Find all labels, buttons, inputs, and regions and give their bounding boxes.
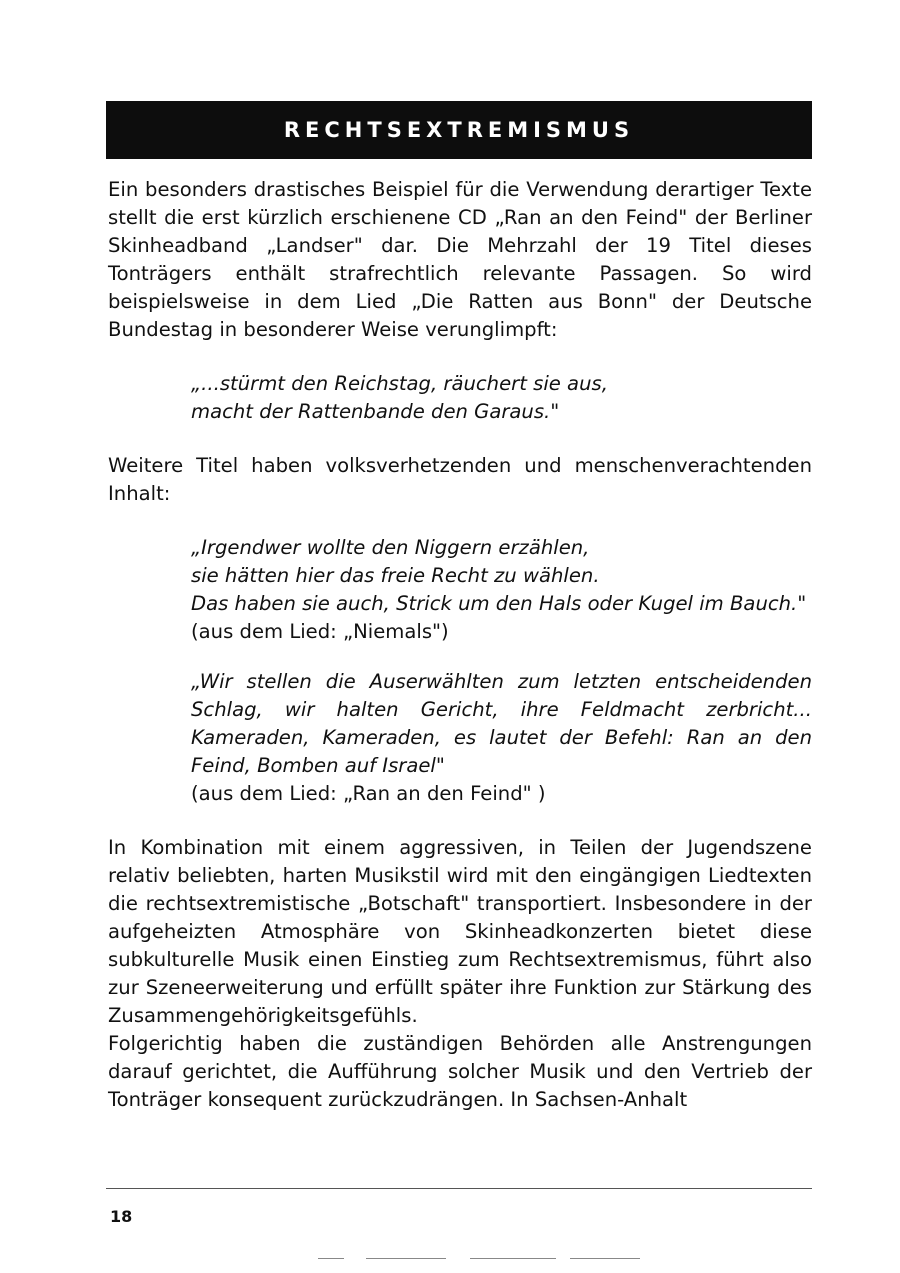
- section-header-bar: [106, 101, 812, 159]
- scan-artifact-line: [318, 1258, 344, 1259]
- lyric-quote-feind: [191, 668, 812, 808]
- quote-text: „Wir stellen die Auserwählten zum letzten entscheidenden Schlag, wir halten Gericht, ihre Feldmacht zerbricht... Kameraden, Kameraden, es lautet der Befehl: Ran an den Feind, Bomben auf Israel": [191, 670, 812, 777]
- quote-line: Das haben sie auch, Strick um den Hals oder Kugel im Bauch.": [191, 592, 807, 615]
- paragraph-further-titles: Weitere Titel haben volksverhetzenden und menschenverachtenden Inhalt:: [108, 454, 812, 505]
- quote-line: sie hätten hier das freie Recht zu wählen.: [191, 564, 600, 587]
- quote-line: „...stürmt den Reichstag, räuchert sie aus,: [191, 372, 608, 395]
- paragraph-authorities: Folgerichtig haben die zuständigen Behörden alle Anstrengungen darauf gerichtet, die Aufführung solcher Musik und den Vertrieb der Tonträger konsequent zurückzudrängen. In Sachsen-Anhalt: [108, 1032, 812, 1111]
- scan-artifact-line: [366, 1258, 446, 1259]
- quote-line: „Irgendwer wollte den Niggern erzählen,: [191, 536, 590, 559]
- scan-artifact-line: [470, 1258, 556, 1259]
- page-content: [108, 176, 812, 1114]
- page-number: 18: [110, 1207, 133, 1226]
- footer-divider: [106, 1188, 812, 1189]
- lyric-quote-niemals: [191, 534, 812, 646]
- lyric-quote-ratten: [191, 370, 812, 426]
- scan-artifact-line: [570, 1258, 640, 1259]
- section-title: RECHTSEXTREMISMUS: [283, 118, 635, 142]
- paragraph-intro: Ein besonders drastisches Beispiel für die Verwendung derartiger Texte stellt die erst kürzlich erschienene CD „Ran an den Feind" der Berliner Skinheadband „Landser" dar. Die Mehrzahl der 19 Titel dieses Tonträgers enthält strafrechtlich relevante Passagen. So wird beispielsweise in dem Lied „Die Ratten aus Bonn" der Deutsche Bundestag in besonderer Weise verunglimpft:: [108, 178, 812, 341]
- quote-line: macht der Rattenbande den Garaus.": [191, 400, 560, 423]
- quote-source: (aus dem Lied: „Niemals"): [191, 620, 449, 643]
- quote-source: (aus dem Lied: „Ran an den Feind" ): [191, 782, 546, 805]
- paragraph-combination: In Kombination mit einem aggressiven, in Teilen der Jugendszene relativ beliebten, harten Musikstil wird mit den eingängigen Liedtexten die rechtsextremistische „Botschaft" transportiert. Insbesondere in der aufgeheizten Atmosphäre von Skinheadkonzerten bietet diese subkulturelle Musik einen Einstieg zum Rechtsextremismus, führt also zur Szeneerweiterung und erfüllt später ihre Funktion zur Stärkung des Zusammengehörigkeitsgefühls.: [108, 836, 812, 1027]
